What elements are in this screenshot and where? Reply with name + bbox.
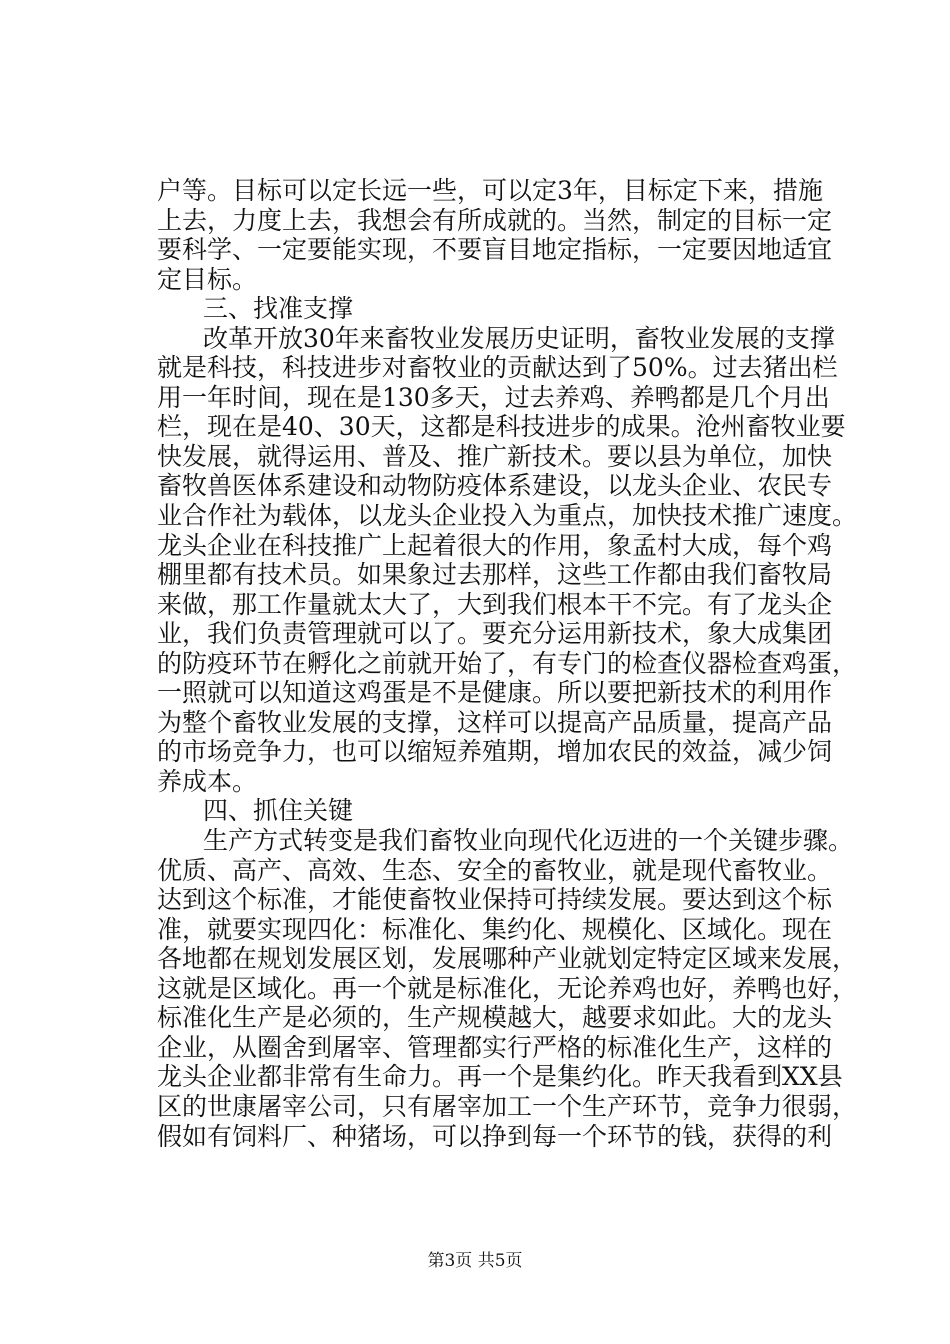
text-line: 业，我们负责管理就可以了。要充分运用新技术，象大成集团 [157, 619, 833, 649]
section-heading: 四、抓住关键 [203, 796, 354, 826]
text-line: 的防疫环节在孵化之前就开始了，有专门的检查仪器检查鸡蛋， [157, 648, 858, 678]
document-body [157, 176, 858, 1151]
text-line: 各地都在规划发展区划，发展哪种产业就划定特定区域来发展， [157, 944, 858, 974]
text-line: 区的世康屠宰公司，只有屠宰加工一个生产环节，竞争力很弱， [157, 1091, 858, 1121]
page-number-footer: 第3页 共5页 [427, 1251, 523, 1271]
text-line: 假如有饲料厂、种猪场，可以挣到每一个环节的钱，获得的利 [157, 1121, 833, 1151]
text-line: 达到这个标准，才能使畜牧业保持可持续发展。要达到这个标 [157, 885, 833, 915]
text-line: 定目标。 [157, 264, 258, 294]
text-line: 这就是区域化。再一个就是标准化，无论养鸡也好，养鸭也好， [157, 973, 858, 1003]
text-line: 的市场竞争力，也可以缩短养殖期，增加农民的效益，减少饲 [157, 737, 833, 767]
section-heading: 三、找准支撑 [203, 294, 354, 324]
text-line: 为整个畜牧业发展的支撑，这样可以提高产品质量，提高产品 [157, 707, 833, 737]
text-line: 栏，现在是40、30天，这都是科技进步的成果。沧州畜牧业要 [157, 412, 846, 442]
text-line: 一照就可以知道这鸡蛋是不是健康。所以要把新技术的利用作 [157, 678, 833, 708]
text-line: 标准化生产是必须的，生产规模越大，越要求如此。大的龙头 [157, 1003, 833, 1033]
text-line: 来做，那工作量就太大了，大到我们根本干不完。有了龙头企 [157, 589, 833, 619]
text-line: 准，就要实现四化：标准化、集约化、规模化、区域化。现在 [157, 914, 833, 944]
text-line: 上去，力度上去，我想会有所成就的。当然，制定的目标一定 [157, 205, 833, 235]
text-line: 改革开放30年来畜牧业发展历史证明，畜牧业发展的支撑 [203, 323, 835, 353]
text-line: 龙头企业都非常有生命力。再一个是集约化。昨天我看到XX县 [157, 1062, 843, 1092]
text-line: 龙头企业在科技推广上起着很大的作用，象孟村大成，每个鸡 [157, 530, 833, 560]
text-line: 业合作社为载体，以龙头企业投入为重点，加快技术推广速度。 [157, 501, 858, 531]
text-line: 棚里都有技术员。如果象过去那样，这些工作都由我们畜牧局 [157, 560, 833, 590]
text-line: 生产方式转变是我们畜牧业向现代化迈进的一个关键步骤。 [203, 826, 854, 856]
text-line: 用一年时间，现在是130多天，过去养鸡、养鸭都是几个月出 [157, 382, 830, 412]
text-line: 要科学、一定要能实现，不要盲目地定指标，一定要因地适宜 [157, 235, 833, 265]
text-line: 畜牧兽医体系建设和动物防疫体系建设，以龙头企业、农民专 [157, 471, 833, 501]
text-line: 就是科技，科技进步对畜牧业的贡献达到了50%。过去猪出栏 [157, 353, 838, 383]
text-line: 户等。目标可以定长远一些，可以定3年，目标定下来，措施 [157, 176, 823, 205]
text-line: 养成本。 [157, 766, 258, 796]
text-line: 企业，从圈舍到屠宰、管理都实行严格的标准化生产，这样的 [157, 1032, 833, 1062]
text-line: 优质、高产、高效、生态、安全的畜牧业，就是现代畜牧业。 [157, 855, 833, 885]
text-line: 快发展，就得运用、普及、推广新技术。要以县为单位，加快 [157, 441, 833, 471]
